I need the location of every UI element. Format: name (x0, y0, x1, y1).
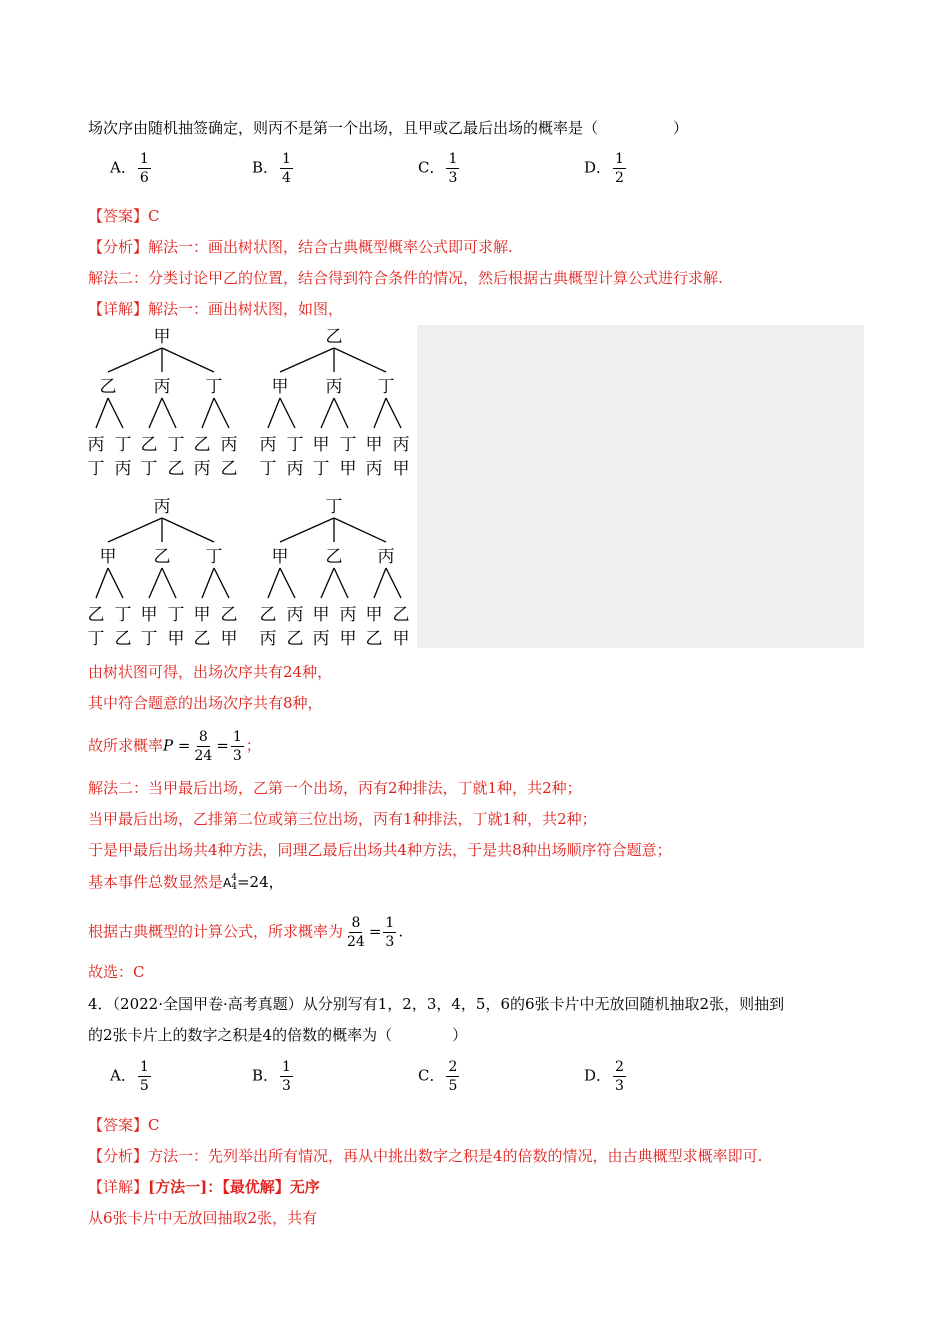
tree-branch (202, 398, 214, 428)
tree-leaf: 丙 (392, 435, 410, 455)
tree-leaf: 甲 (365, 435, 383, 455)
tree-leaf: 甲 (339, 629, 357, 649)
tree-leaf: 丙 (312, 629, 330, 649)
q3-conclusion: 故选：C (88, 963, 145, 981)
q3-analysis-1: 【分析】解法一：画出树状图，结合古典概型概率公式即可求解. (88, 238, 513, 256)
tree-diagram (80, 320, 420, 650)
tree-node: 丙 (325, 377, 343, 397)
q4-detail-line: 从6张卡片中无放回抽取2张，共有 (88, 1209, 318, 1227)
tree-branch (96, 568, 108, 598)
q3-option-d[interactable]: D． $\frac{1}{2}$ (584, 151, 624, 186)
q3-stem-tail: 场次序由随机抽签确定，则丙不是第一个出场，且甲或乙最后出场的概率是（ ） (88, 119, 689, 137)
tree-leaf: 乙 (259, 605, 277, 625)
q4-stem-1: 4．（2022·全国甲卷·高考真题）从分别写有1，2，3，4，5，6的6张卡片中无放回随机抽取2张，则抽到 (88, 995, 785, 1013)
tree-branch (386, 398, 401, 428)
tree-branch (374, 398, 386, 428)
tree-leaf: 乙 (193, 629, 211, 649)
tree-branch (334, 568, 348, 598)
tree-branch (149, 568, 162, 598)
tree-node: 甲 (271, 547, 289, 567)
q3-method2-5: 根据古典概型的计算公式，所求概率为 $\frac{8}{24}$ = $\frac{1}{3}$ . (88, 915, 404, 950)
tree-leaf: 丙 (259, 629, 277, 649)
tree-leaf: 丁 (339, 435, 357, 455)
tree-branch (162, 568, 176, 598)
q3-option-a[interactable]: A． $\frac{1}{6}$ (110, 151, 149, 186)
tree-branch (108, 348, 162, 372)
tree-branch (280, 568, 295, 598)
tree-leaf: 丙 (87, 435, 105, 455)
tree-leaf: 甲 (365, 605, 383, 625)
tree-node: 丁 (205, 377, 223, 397)
q3-step-3: 故所求概率P = $\frac{8}{24}$ = $\frac{1}{3}$ ； (88, 729, 261, 764)
tree-node: 丁 (205, 547, 223, 567)
tree-branch (280, 348, 334, 372)
q4-option-b[interactable]: B． $\frac{1}{3}$ (252, 1059, 291, 1094)
tree-leaf: 甲 (339, 459, 357, 479)
q3-method2-4: 基本事件总数显然是A 4 4 =24， (88, 873, 284, 892)
tree-root: 乙 (325, 327, 343, 347)
tree-root: 丁 (325, 497, 343, 517)
tree-branch (334, 518, 386, 542)
q3-answer: 【答案】C (88, 207, 160, 225)
q4-answer: 【答案】C (88, 1116, 160, 1134)
q3-detail-1: 【详解】解法一：画出树状图，如图， (88, 300, 344, 318)
tree-leaf: 丁 (259, 459, 277, 479)
tree-branch (108, 398, 123, 428)
tree-leaf: 乙 (286, 629, 304, 649)
tree-leaf: 丁 (286, 435, 304, 455)
tree-leaf: 甲 (312, 605, 330, 625)
tree-leaf: 甲 (312, 435, 330, 455)
q4-detail-method: 【详解】[方法一]：【最优解】无序 (88, 1178, 320, 1196)
tree-branch (202, 568, 214, 598)
q4-stem-2: 的2张卡片上的数字之积是4的倍数的概率为（ ） (88, 1026, 468, 1044)
tree-node: 乙 (325, 547, 343, 567)
tree-leaf: 甲 (392, 629, 410, 649)
q4-option-a[interactable]: A． $\frac{1}{5}$ (110, 1059, 149, 1094)
tree-leaf: 乙 (220, 459, 238, 479)
tree-branch (162, 518, 214, 542)
tree-leaf: 乙 (365, 629, 383, 649)
tree-branch (280, 398, 295, 428)
tree-branch (321, 398, 334, 428)
tree-branch (334, 348, 386, 372)
tree-leaf: 乙 (114, 629, 132, 649)
tree-root: 甲 (153, 327, 171, 347)
tree-branch (96, 398, 108, 428)
tree-leaf: 丁 (87, 629, 105, 649)
tree-branch (214, 398, 229, 428)
tree-leaf: 丙 (259, 435, 277, 455)
tree-branch (321, 568, 334, 598)
tree-leaf: 乙 (193, 435, 211, 455)
q3-option-b[interactable]: B． $\frac{1}{4}$ (252, 151, 291, 186)
tree-leaf: 甲 (140, 605, 158, 625)
q4-option-d[interactable]: D． $\frac{2}{3}$ (584, 1059, 624, 1094)
tree-leaf: 甲 (392, 459, 410, 479)
tree-leaf: 乙 (220, 605, 238, 625)
tree-leaf: 丙 (193, 459, 211, 479)
tree-branch (268, 568, 280, 598)
tree-leaf: 乙 (167, 459, 185, 479)
tree-branch (334, 398, 348, 428)
tree-leaf: 丁 (167, 435, 185, 455)
tree-branch (149, 398, 162, 428)
tree-leaf: 丁 (140, 629, 158, 649)
tree-branch (108, 518, 162, 542)
q3-analysis-2: 解法二：分类讨论甲乙的位置，结合得到符合条件的情况，然后根据古典概型计算公式进行求解. (88, 269, 723, 287)
q3-option-c[interactable]: C． $\frac{1}{3}$ (418, 151, 458, 186)
tree-leaf: 丙 (365, 459, 383, 479)
tree-leaf: 甲 (193, 605, 211, 625)
tree-node: 甲 (271, 377, 289, 397)
tree-node: 甲 (99, 547, 117, 567)
image-placeholder (417, 325, 864, 648)
tree-leaf: 丙 (220, 435, 238, 455)
q3-method2-3: 于是甲最后出场共4种方法，同理乙最后出场共4种方法，于是共8种出场顺序符合题意； (88, 841, 672, 859)
tree-leaf: 乙 (392, 605, 410, 625)
tree-branch (214, 568, 229, 598)
q4-analysis: 【分析】方法一：先列举出所有情况，再从中挑出数字之积是4的倍数的情况，由古典概型求概率即可. (88, 1147, 763, 1165)
tree-node: 丙 (377, 547, 395, 567)
tree-leaf: 丁 (312, 459, 330, 479)
tree-node: 乙 (153, 547, 171, 567)
tree-leaf: 丁 (140, 459, 158, 479)
tree-leaf: 丁 (114, 435, 132, 455)
tree-branch (162, 398, 176, 428)
tree-root: 丙 (153, 497, 171, 517)
tree-branch (374, 568, 386, 598)
tree-leaf: 丙 (286, 605, 304, 625)
tree-branch (386, 568, 401, 598)
tree-leaf: 丙 (114, 459, 132, 479)
q3-step-1: 由树状图可得，出场次序共有24种， (88, 663, 333, 681)
tree-leaf: 乙 (140, 435, 158, 455)
tree-leaf: 甲 (167, 629, 185, 649)
q4-option-c[interactable]: C． $\frac{2}{5}$ (418, 1059, 458, 1094)
tree-node: 乙 (99, 377, 117, 397)
tree-branch (268, 398, 280, 428)
tree-branch (108, 568, 123, 598)
tree-leaf: 丁 (87, 459, 105, 479)
tree-leaf: 丙 (286, 459, 304, 479)
q3-method2-2: 当甲最后出场，乙排第二位或第三位出场，丙有1种排法，丁就1种，共2种； (88, 810, 597, 828)
tree-branch (280, 518, 334, 542)
q3-step-2: 其中符合题意的出场次序共有8种， (88, 694, 323, 712)
tree-leaf: 乙 (87, 605, 105, 625)
tree-branch (162, 348, 214, 372)
tree-leaf: 丙 (339, 605, 357, 625)
q3-method2-1: 解法二：当甲最后出场，乙第一个出场，丙有2种排法，丁就1种，共2种； (88, 779, 582, 797)
tree-node: 丙 (153, 377, 171, 397)
tree-node: 丁 (377, 377, 395, 397)
tree-leaf: 甲 (220, 629, 238, 649)
tree-leaf: 丁 (167, 605, 185, 625)
tree-leaf: 丁 (114, 605, 132, 625)
